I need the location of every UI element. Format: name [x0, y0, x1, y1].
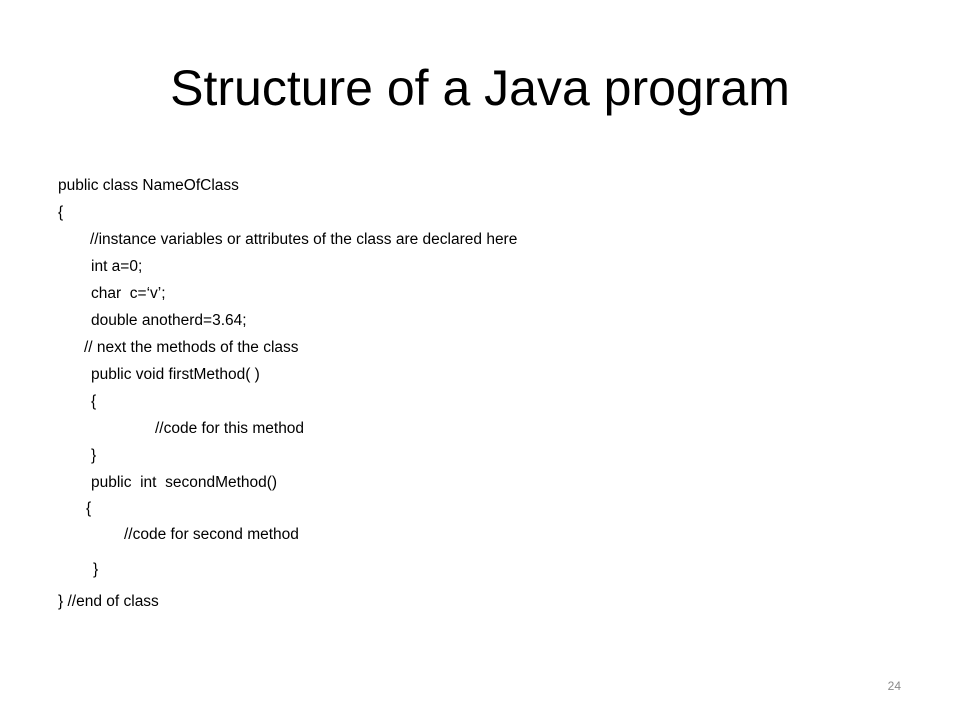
code-line: {: [58, 204, 64, 221]
code-line: //instance variables or attributes of the class are declared here: [90, 231, 518, 248]
code-line: //code for second method: [124, 526, 299, 543]
code-line: //code for this method: [155, 420, 305, 437]
code-line: public class NameOfClass: [58, 177, 239, 194]
code-line: }: [93, 561, 99, 578]
code-line: public int secondMethod(): [91, 474, 278, 491]
code-line: {: [86, 500, 92, 517]
code-line: public void firstMethod( ): [91, 366, 260, 383]
slide-title: Structure of a Java program: [170, 60, 790, 116]
code-line: {: [91, 393, 97, 410]
code-line: char c=‘v’;: [91, 285, 166, 302]
code-line: } //end of class: [58, 593, 159, 610]
code-line: int a=0;: [91, 258, 143, 275]
code-line: }: [91, 447, 97, 464]
slide-number: 24: [887, 679, 901, 693]
code-line: double anotherd=3.64;: [91, 312, 247, 329]
code-line: // next the methods of the class: [84, 339, 299, 356]
